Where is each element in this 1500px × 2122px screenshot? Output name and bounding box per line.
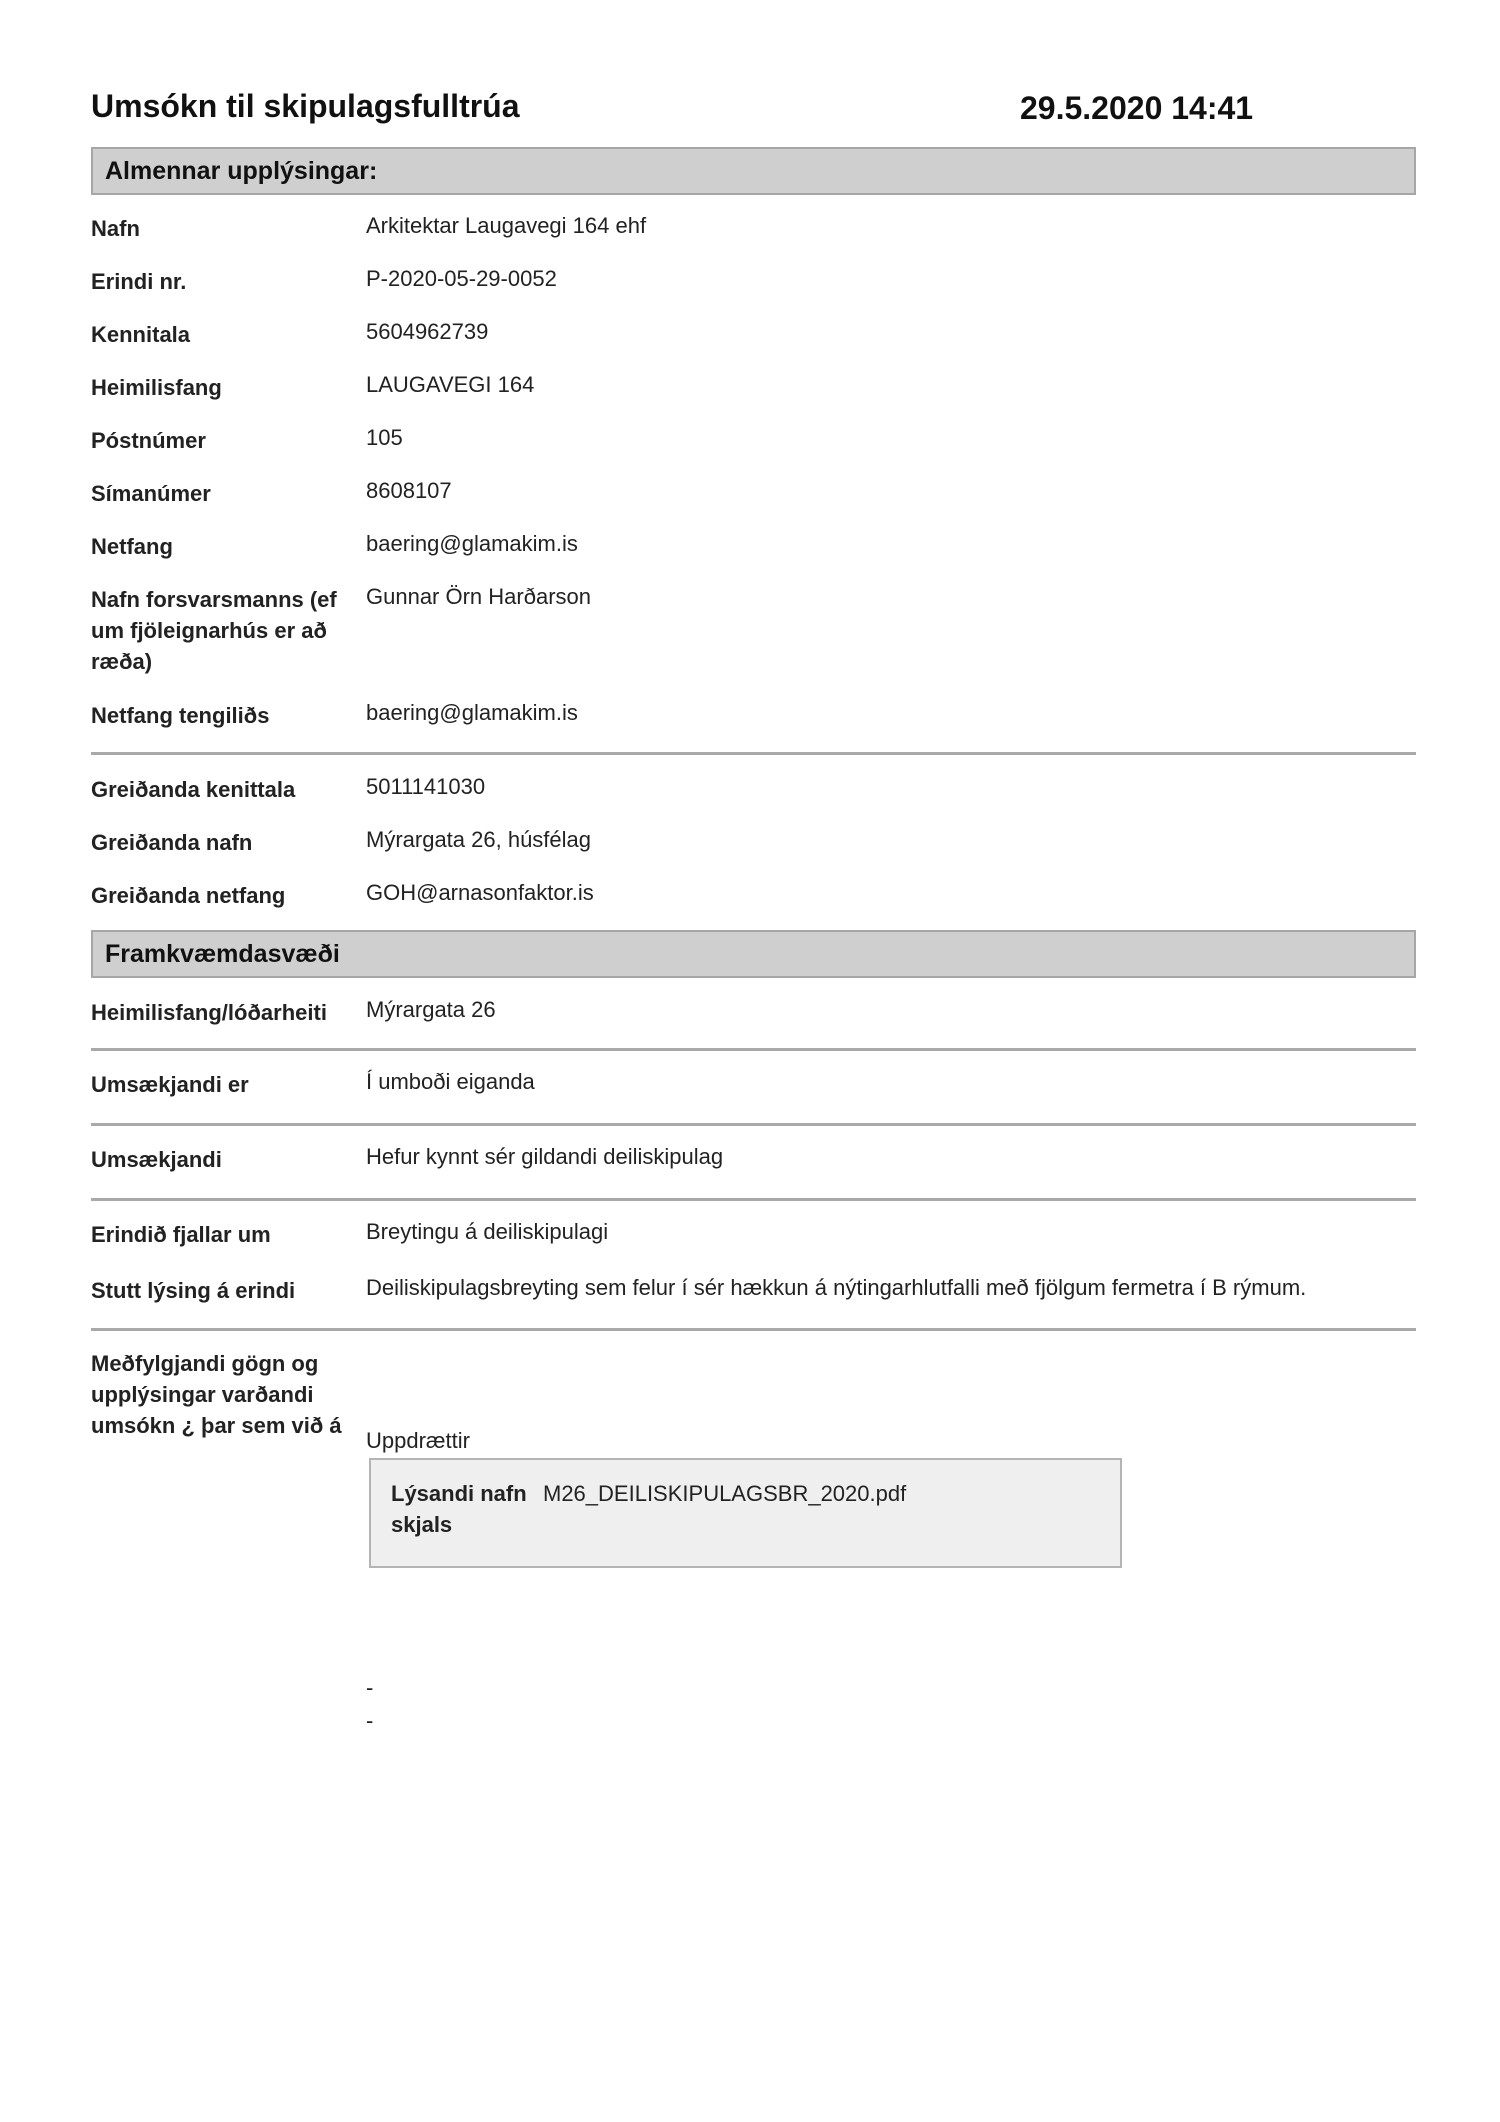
value-greidanda-kennitala: 5011141030 <box>366 774 486 799</box>
divider <box>91 1328 1416 1331</box>
value-erindi-nr: P-2020-05-29-0052 <box>366 266 557 291</box>
value-greidanda-nafn: Mýrargata 26, húsfélag <box>366 827 592 852</box>
attachment-file-box <box>369 1458 1122 1568</box>
value-umsaekjandi: Hefur kynnt sér gildandi deiliskipulag <box>366 1144 724 1169</box>
label-greidanda-netfang: Greiðanda netfang <box>91 883 286 908</box>
value-lodarheiti: Mýrargata 26 <box>366 997 496 1022</box>
divider <box>91 1048 1416 1051</box>
value-umsaekjandi-er: Í umboði eiganda <box>366 1069 535 1094</box>
value-postnumer: 105 <box>366 425 403 450</box>
label-erindi-fjallar-um: Erindið fjallar um <box>91 1222 271 1247</box>
section-header-general: Almennar upplýsingar: <box>91 147 1416 195</box>
label-forsvarsmadur-line-1: Nafn forsvarsmanns (ef <box>91 587 337 612</box>
label-greidanda-kennitala: Greiðanda kenittala <box>91 777 296 802</box>
label-medfylgjandi-line-3: umsókn ¿ þar sem við á <box>91 1413 342 1438</box>
attachment-category: Uppdrættir <box>366 1428 470 1453</box>
label-heimilisfang: Heimilisfang <box>91 375 222 400</box>
label-forsvarsmadur <box>91 584 356 677</box>
label-simanumer: Símanúmer <box>91 481 211 506</box>
form-title: Umsókn til skipulagsfulltrúa <box>91 88 520 124</box>
label-netfang-tengilids: Netfang tengiliðs <box>91 703 270 728</box>
divider <box>91 752 1416 755</box>
value-greidanda-netfang: GOH@arnasonfaktor.is <box>366 880 594 905</box>
attachment-file-name[interactable]: M26_DEILISKIPULAGSBR_2020.pdf <box>543 1481 907 1506</box>
value-forsvarsmadur: Gunnar Örn Harðarson <box>366 584 591 609</box>
label-lysandi-line-2: skjals <box>391 1512 453 1537</box>
divider <box>91 1198 1416 1201</box>
label-medfylgjandi-line-1: Meðfylgjandi gögn og <box>91 1351 319 1376</box>
label-forsvarsmadur-line-3: ræða) <box>91 649 153 674</box>
value-nafn: Arkitektar Laugavegi 164 ehf <box>366 213 647 238</box>
divider <box>91 1123 1416 1126</box>
form-datetime: 29.5.2020 14:41 <box>1020 90 1254 126</box>
dash-line-1: - <box>366 1675 374 1700</box>
label-umsaekjandi-er: Umsækjandi er <box>91 1072 249 1097</box>
value-erindi-fjallar-um: Breytingu á deiliskipulagi <box>366 1219 609 1244</box>
label-umsaekjandi: Umsækjandi <box>91 1147 222 1172</box>
label-medfylgjandi-gogn <box>91 1348 356 1441</box>
label-kennitala: Kennitala <box>91 322 191 347</box>
label-forsvarsmadur-line-2: um fjöleignarhús er að <box>91 618 327 643</box>
label-medfylgjandi-line-2: upplýsingar varðandi <box>91 1382 314 1407</box>
label-greidanda-nafn: Greiðanda nafn <box>91 830 253 855</box>
label-lysandi-line-1: Lýsandi nafn <box>391 1481 527 1506</box>
label-lysandi-nafn-skjals <box>391 1478 541 1540</box>
value-netfang-tengilids: baering@glamakim.is <box>366 700 578 725</box>
label-erindi-nr: Erindi nr. <box>91 269 187 294</box>
value-netfang: baering@glamakim.is <box>366 531 578 556</box>
label-nafn: Nafn <box>91 216 140 241</box>
value-simanumer: 8608107 <box>366 478 452 503</box>
label-stutt-lysing: Stutt lýsing á erindi <box>91 1278 296 1303</box>
value-heimilisfang: LAUGAVEGI 164 <box>366 372 535 397</box>
label-lodarheiti: Heimilisfang/lóðarheiti <box>91 1000 327 1025</box>
value-stutt-lysing: Deiliskipulagsbreyting sem felur í sér hækkun á nýtingarhlutfalli með fjölgum fermetra í B rýmum. <box>366 1275 1307 1300</box>
label-netfang: Netfang <box>91 534 173 559</box>
value-kennitala: 5604962739 <box>366 319 489 344</box>
dash-line-2: - <box>366 1708 374 1733</box>
section-header-area: Framkvæmdasvæði <box>91 930 1416 978</box>
label-postnumer: Póstnúmer <box>91 428 206 453</box>
